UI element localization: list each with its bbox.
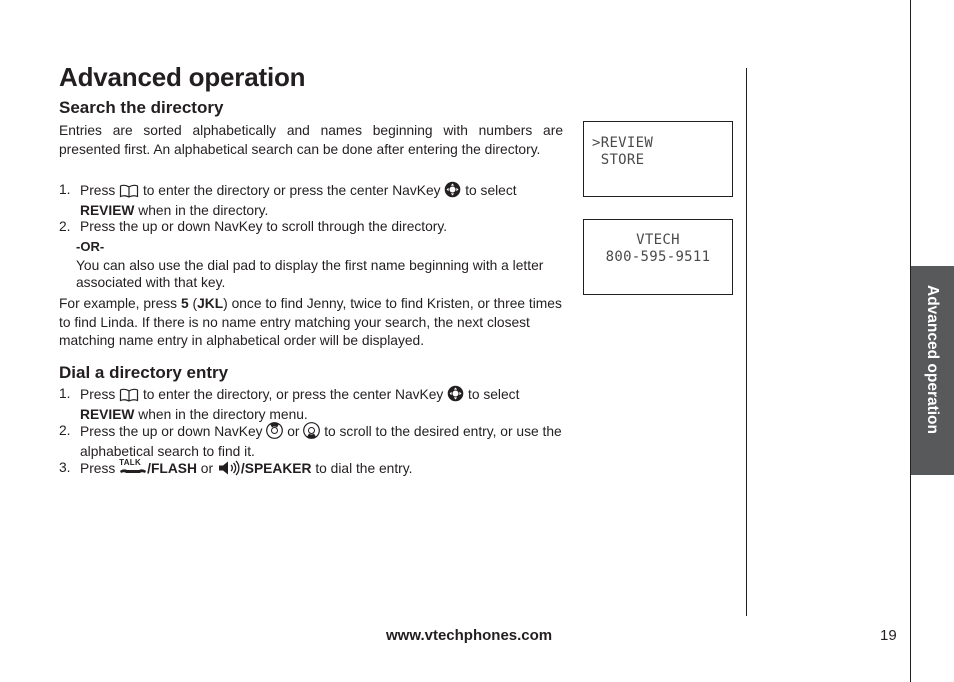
step-text: Press the up or down NavKey to scroll through the directory.	[80, 219, 448, 234]
key-letters: JKL	[197, 296, 224, 311]
alternative-search-text: You can also use the dial pad to display the first name beginning with a letter associated with that key.	[76, 258, 544, 290]
step-text: to scroll to the desired entry, or use the alphabetical search to find it.	[80, 424, 562, 459]
screen-line-2: 800-595-9511	[605, 249, 711, 265]
search-step-2	[59, 218, 563, 235]
screen-line-2: STORE	[592, 152, 645, 168]
talk-label: TALK	[119, 458, 142, 467]
screen-line-1: VTECH	[636, 232, 680, 248]
handset-screen-entry	[583, 219, 733, 295]
navkey-center-icon	[444, 181, 461, 202]
navkey-up-icon	[266, 422, 283, 443]
step-number: 1.	[59, 386, 71, 401]
column-divider	[746, 68, 747, 616]
step-text: Press	[80, 461, 116, 476]
flash-key-label: /FLASH	[147, 461, 197, 476]
search-intro-text: Entries are sorted alphabetically and names beginning with numbers are presented first. An alphabetical search can be done after entering the directory.	[59, 123, 563, 157]
dial-step-3	[59, 459, 563, 480]
step-text: Press	[80, 183, 116, 198]
directory-book-icon	[119, 388, 139, 406]
example-text: For example, press 5 (JKL) once to find Jenny, twice to find Kristen, or three times to find Linda. If there is no name entry matching your search, the next closest matching name entry in alphabetical order will be displayed.	[59, 296, 562, 348]
step-number: 3.	[59, 460, 71, 475]
or-label: -OR-	[76, 239, 105, 254]
step-text: or	[287, 424, 300, 439]
step-number: 2.	[59, 423, 71, 438]
step-number: 2.	[59, 219, 71, 234]
review-keyword: REVIEW	[80, 407, 135, 422]
talk-handset-icon	[119, 459, 147, 475]
handset-screen-review	[583, 121, 733, 197]
step-text: to select	[468, 387, 520, 402]
navkey-down-icon	[303, 422, 320, 443]
page-number: 19	[880, 627, 897, 644]
side-tab-label: Advanced operation	[924, 285, 941, 434]
review-keyword: REVIEW	[80, 203, 135, 218]
navkey-center-icon	[447, 385, 464, 406]
speaker-icon	[217, 460, 241, 480]
search-step-1	[59, 181, 563, 219]
step-text: to enter the directory, or press the center NavKey	[142, 387, 444, 402]
step-text: Press the up or down NavKey	[80, 424, 263, 439]
dial-step-1	[59, 385, 563, 423]
step-text: to dial the entry.	[315, 461, 413, 476]
footer-url: www.vtechphones.com	[386, 627, 553, 644]
dial-entry-heading: Dial a directory entry	[59, 363, 229, 382]
search-directory-heading: Search the directory	[59, 98, 224, 117]
key-5: 5	[180, 296, 189, 311]
step-text: when in the directory.	[138, 203, 269, 218]
step-text: to select	[465, 183, 517, 198]
step-text: Press	[80, 387, 116, 402]
page-title: Advanced operation	[59, 62, 306, 92]
step-number: 1.	[59, 182, 71, 197]
step-text: to enter the directory or press the center NavKey	[142, 183, 441, 198]
speaker-key-label: /SPEAKER	[240, 461, 312, 476]
screen-line-1: >REVIEW	[592, 135, 654, 151]
directory-book-icon	[119, 184, 139, 202]
step-text: when in the directory menu.	[138, 407, 308, 422]
step-text: or	[200, 461, 214, 476]
